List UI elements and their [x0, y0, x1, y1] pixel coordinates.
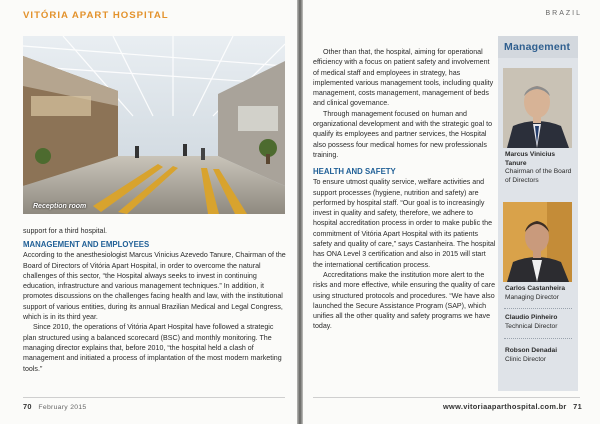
paragraph: Accreditations make the institution more alert to the risks and more effective, while ensuring the quality of care using structured protocols and procedures. “We have also launched the Secure Assistance Program (SAP), which unifies all the other quality and safety programs we have today.: [313, 270, 496, 331]
page-number-left: 70: [23, 402, 32, 411]
management-sidebar: [498, 36, 578, 391]
footer-right: [443, 402, 582, 411]
person-role: Managing Director: [505, 293, 559, 301]
reception-photo: [23, 36, 285, 214]
person-card: [505, 151, 577, 185]
person-name: Carlos Castanheira: [505, 285, 566, 292]
footer-rule: [313, 397, 580, 398]
person-role: Chairman of the Board of Directors: [505, 168, 572, 184]
portrait-carlos-castanheira: [503, 202, 572, 282]
footer-left: [23, 402, 87, 411]
sidebar-divider: [504, 308, 572, 309]
paragraph: Other than that, the hospital, aiming for operational efficiency with a focus on patient safety and involvement of medical staff and employees in strategy, has implemented various management tools, including quality management, costs management, management of beds and clinical governance.: [313, 48, 494, 108]
person-role: Technical Director: [505, 322, 558, 330]
left-column-text: [23, 226, 287, 374]
website-url: www.vitoriaaparthospital.com.br: [442, 402, 567, 411]
person-name: Robson Denadai: [505, 347, 558, 354]
person-name: Claudio Pinheiro: [505, 314, 558, 321]
sidebar-title: Management: [498, 36, 578, 58]
running-header-left: VITÓRIA APART HOSPITAL: [23, 10, 169, 21]
footer-rule: [23, 397, 285, 398]
reception-room-image: [23, 36, 285, 214]
person-role: Clinic Director: [505, 355, 547, 363]
paragraph: Through management focused on human and organizational development and with the strategic goal to qualify its employees and partner services, the Hospital also possess four medical homes for new professionals training.: [313, 109, 493, 159]
sidebar-divider: [504, 338, 572, 339]
running-header-right: BRAZIL: [545, 10, 582, 17]
right-column-text: [313, 47, 496, 332]
paragraph: To ensure utmost quality service, welfare activities and support processes (hygiene, nutrition and safety) are performed by hospital staff. “Our goal is to increasingly invest in quality and safety, therefore, we adhere to hospital accreditation process in order to make public the commitment of Vitória Apart Hospital with its patients safety and quality of care,” says Castanheira. The hospital has ONA Level 3 certification and also in 2015 will start the international certification process.: [313, 178, 496, 269]
paragraph: Since 2010, the operations of Vitória Apart Hospital have followed a strategic plan structured using a balanced scorecard (BSC) and monthly monitoring. The managing director explains that, before 2010, “the hospital held a clash of management and initiated a process of implantation of the most modern marketing tools.”: [23, 323, 282, 373]
portrait-marcus-tanure: [503, 68, 572, 148]
person-card: [505, 314, 577, 331]
section-heading-management: MANAGEMENT AND EMPLOYEES: [23, 240, 150, 250]
page-number-right: 71: [573, 402, 582, 411]
left-page: [0, 0, 297, 424]
issue-date: February 2015: [38, 404, 87, 411]
right-page: [303, 0, 600, 424]
section-heading-health: HEALTH AND SAFETY: [313, 167, 396, 177]
photo-caption: Reception room: [33, 203, 87, 210]
person-name: Marcus Vinicius Tanure: [505, 151, 556, 167]
person-card: [505, 347, 577, 364]
person-card: [505, 285, 577, 302]
paragraph: According to the anesthesiologist Marcus Vinicius Azevedo Tanure, Chairman of the Board of Directors of Vitória Apart Hospital, in order to overcome the natural challenges of this sector, “the Hospital always seeks to invest in continuing education, infrastructure and various management techniques.” In addition, it promotes discussions on the challenges facing health and law, with the institutional support of various entities, during its annual Brazilian Medical and Legal Congress, which is in its third year.: [23, 251, 286, 322]
intro-fragment: support for a third hospital.: [23, 227, 107, 235]
